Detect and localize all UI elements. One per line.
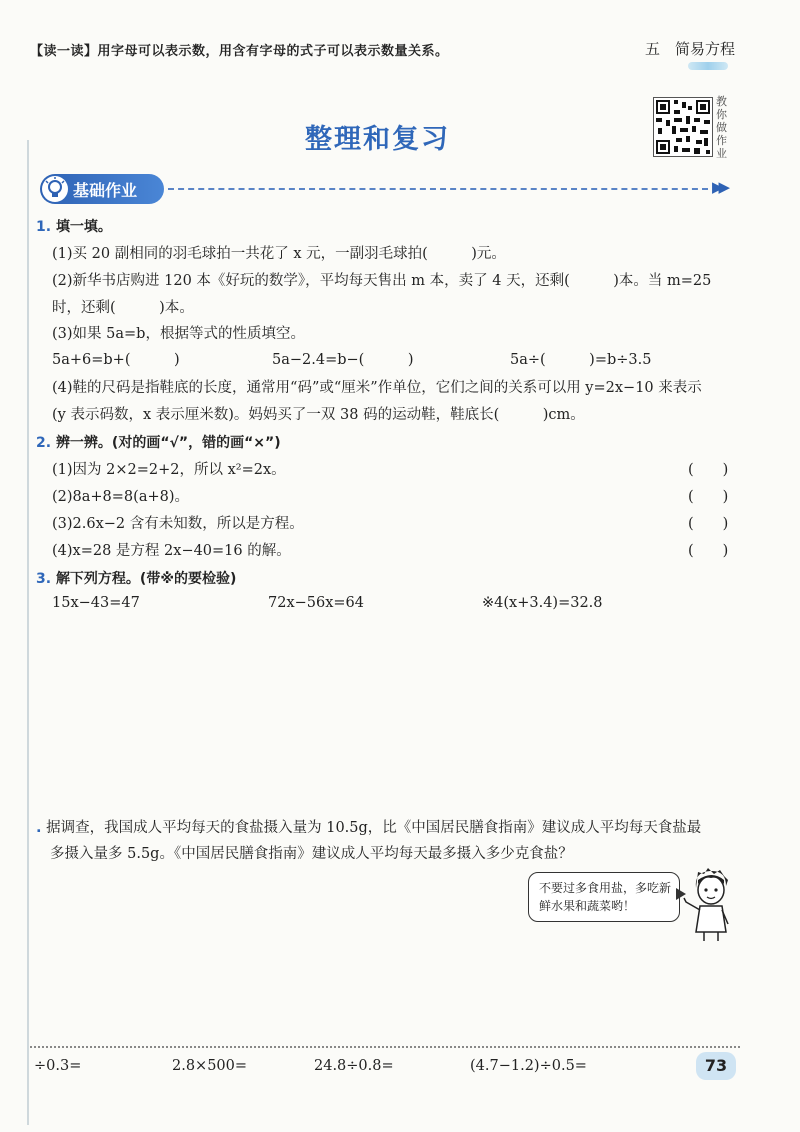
- chapter-label: 五 简易方程: [645, 40, 736, 58]
- footer-calc-1: ÷0.3=: [34, 1058, 82, 1074]
- footer-calc-4: (4.7−1.2)÷0.5=: [470, 1058, 587, 1074]
- double-arrow-icon: ▶▶: [712, 178, 726, 196]
- speech-bubble: [528, 872, 680, 922]
- q1-title: 填一填。: [55, 219, 112, 235]
- qr-caption: 教你做作业: [716, 95, 727, 160]
- q2-answer-3[interactable]: ( ): [688, 516, 729, 532]
- page-title: 整理和复习: [305, 124, 450, 155]
- q2-item-1: (1)因为 2×2=2+2，所以 x²=2x。: [52, 462, 286, 478]
- q1-number: 1.: [36, 219, 52, 235]
- q4-text-1: 据调查，我国成人平均每天的食盐摄入量为 10.5g，比《中国居民膳食指南》建议成人平均每天食盐最: [46, 820, 702, 836]
- boy-cartoon-icon: [682, 866, 740, 942]
- q3-heading: [36, 568, 236, 588]
- q4-number: .: [36, 820, 42, 836]
- q2-item-4: (4)x=28 是方程 2x−40=16 的解。: [52, 543, 291, 559]
- q2-answer-2[interactable]: ( ): [688, 489, 729, 505]
- q1-part2-line2: 时，还剩( )本。: [52, 300, 194, 316]
- section-badge: [40, 174, 164, 204]
- q1-heading: [36, 216, 112, 236]
- q1-part2-line1: (2)新华书店购进 120 本《好玩的数学》，平均每天售出 m 本，卖了 4 天，还剩( )本。当 m=25: [52, 273, 712, 289]
- q3-title: 解下列方程。(带※的要检验): [55, 571, 237, 587]
- q3-eq2: 72x−56x=64: [268, 595, 365, 611]
- q2-title: 辨一辨。(对的画“√”，错的画“×”): [55, 435, 281, 451]
- q2-number: 2.: [36, 435, 52, 451]
- q1-part4-line2: (y 表示码数，x 表示厘米数)。妈妈买了一双 38 码的运动鞋，鞋底长( )cm。: [52, 407, 585, 423]
- q1-part4-line1: (4)鞋的尺码是指鞋底的长度，通常用“码”或“厘米”作单位，它们之间的关系可以用 y=2x−10 来表示: [52, 380, 702, 396]
- margin-rule: [27, 140, 29, 1125]
- q2-item-2: (2)8a+8=8(a+8)。: [52, 489, 189, 505]
- footer-divider: [30, 1046, 740, 1048]
- q1-eq2: 5a−2.4=b−( ): [272, 352, 414, 368]
- speech-bubble-text: 不要过多食用盐，多吃新鲜水果和蔬菜哟！: [539, 881, 672, 913]
- footer-calc-2: 2.8×500=: [172, 1058, 248, 1074]
- q1-eq3: 5a÷( )=b÷3.5: [510, 352, 652, 368]
- qr-code-icon[interactable]: [653, 97, 713, 157]
- q4-line2: 多摄入量多 5.5g。《中国居民膳食指南》建议成人平均每天最多摄入多少克食盐？: [50, 846, 573, 862]
- q3-number: 3.: [36, 571, 52, 587]
- q2-item-3: (3)2.6x−2 含有未知数，所以是方程。: [52, 516, 304, 532]
- lightbulb-icon: [42, 176, 68, 202]
- q1-eq1: 5a+6=b+( ): [52, 352, 180, 368]
- q3-eq1: 15x−43=47: [52, 595, 140, 611]
- q1-part1: (1)买 20 副相同的羽毛球拍一共花了 x 元，一副羽毛球拍( )元。: [52, 246, 506, 262]
- chapter-decoration: [688, 62, 728, 70]
- q2-answer-4[interactable]: ( ): [688, 543, 729, 559]
- q3-eq3: ※4(x+3.4)=32.8: [482, 595, 603, 611]
- q4-line1: [36, 816, 701, 837]
- q2-heading: [36, 432, 281, 452]
- footer-calc-3: 24.8÷0.8=: [314, 1058, 394, 1074]
- page-number: 73: [696, 1052, 736, 1080]
- read-tip: 【读一读】用字母可以表示数，用含有字母的式子可以表示数量关系。: [30, 44, 449, 59]
- q1-part3: (3)如果 5a=b，根据等式的性质填空。: [52, 326, 305, 342]
- section-divider: [168, 188, 708, 190]
- section-label: 基础作业: [73, 181, 138, 200]
- q2-answer-1[interactable]: ( ): [688, 462, 729, 478]
